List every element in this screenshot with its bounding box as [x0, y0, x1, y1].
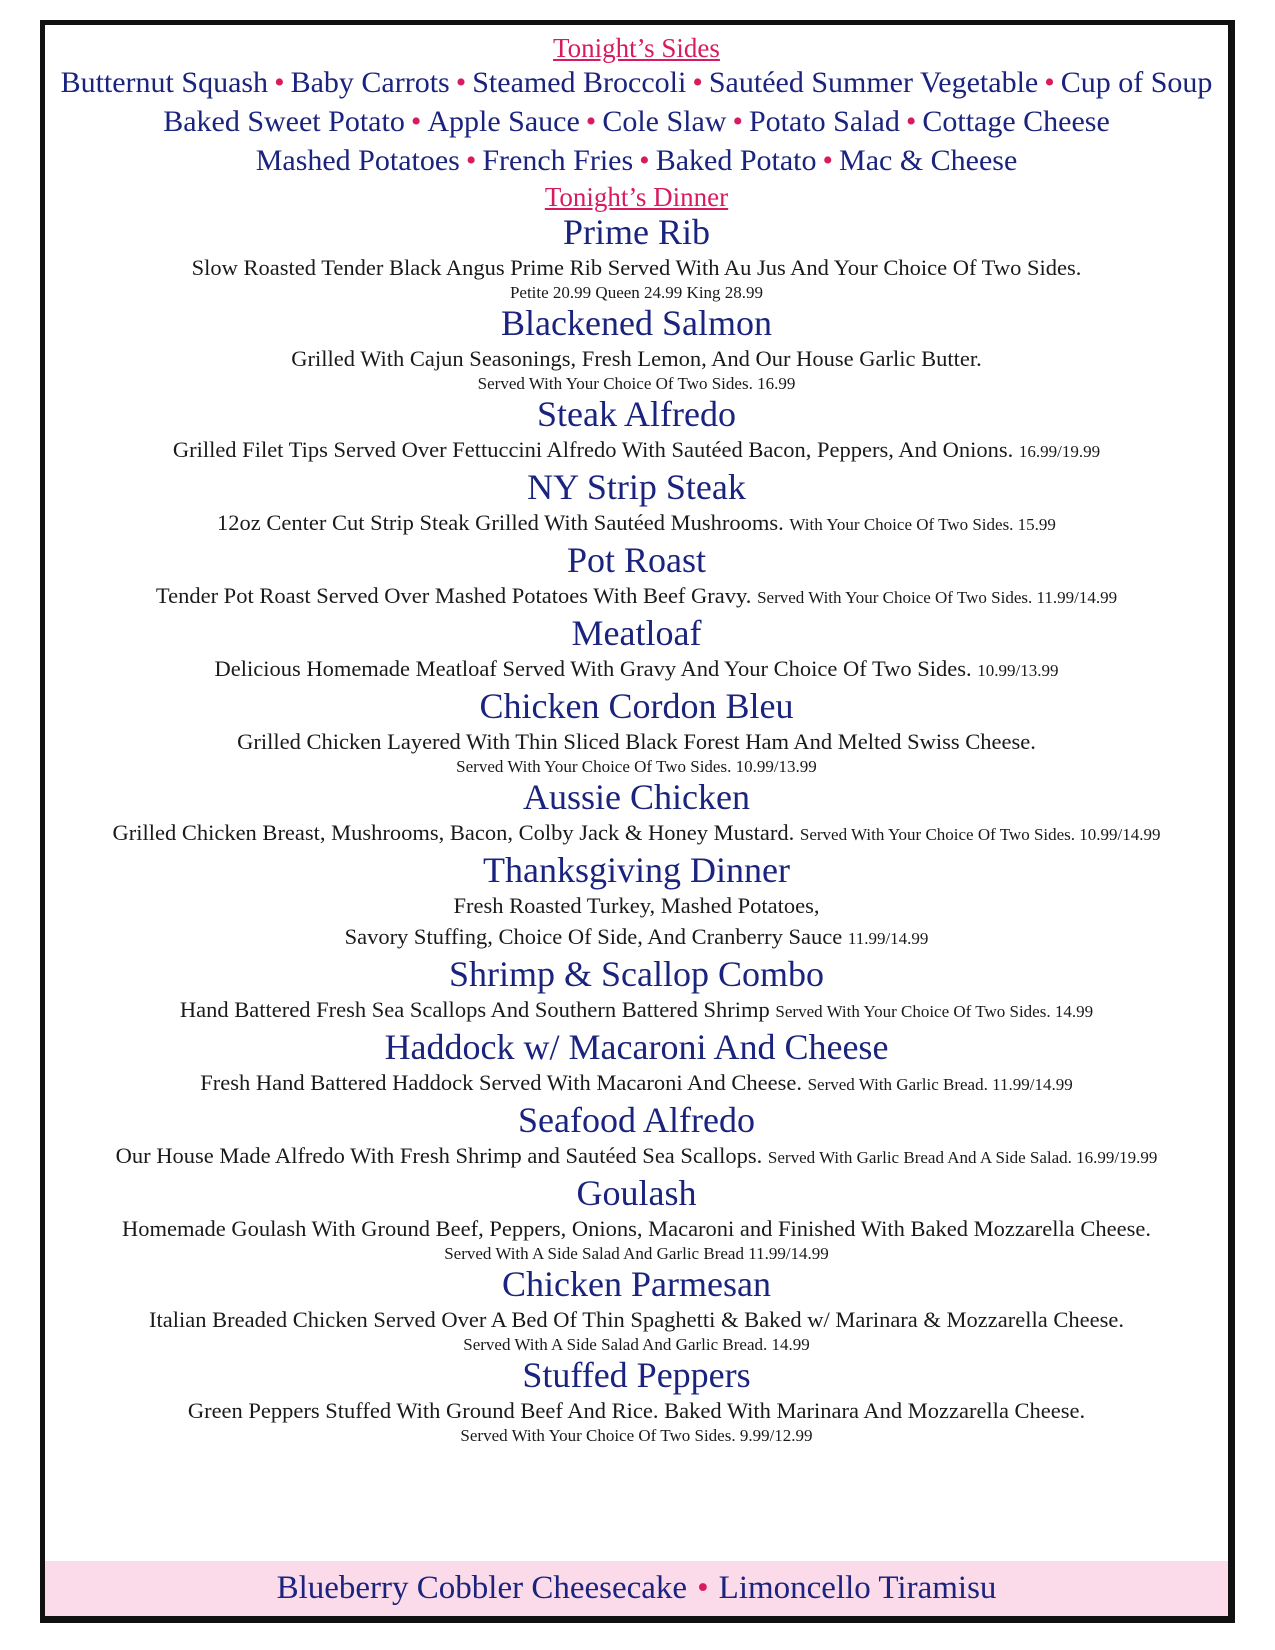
dish-description — [45, 817, 1228, 850]
dish-price-note: Served With Your Choice Of Two Sides. 11.99/14.99 — [757, 588, 1118, 607]
side-item: Cup of Soup — [1060, 66, 1213, 99]
dish-description-text: Our House Made Alfredo With Fresh Shrimp and Sautéed Sea Scallops. — [115, 1143, 763, 1168]
side-item: Baby Carrots — [290, 66, 450, 99]
dish-item — [45, 850, 1228, 954]
dish-price-line: Served With Your Choice Of Two Sides. 9.99/12.99 — [460, 1426, 813, 1445]
dish-description — [45, 507, 1228, 540]
dish-description-text: Grilled Chicken Breast, Mushrooms, Bacon, Colby Jack & Honey Mustard. — [112, 820, 795, 845]
dish-description-text: Delicious Homemade Meatloaf Served With Gravy And Your Choice Of Two Sides. — [214, 656, 972, 681]
bullet-separator: • — [822, 144, 834, 177]
dish-description — [45, 434, 1228, 467]
dish-description — [45, 1395, 1228, 1426]
dish-name: Stuffed Peppers — [522, 1355, 751, 1395]
dish-name: NY Strip Steak — [527, 467, 746, 507]
dish-item — [45, 686, 1228, 777]
bullet-separator: • — [410, 105, 422, 138]
dish-item — [45, 212, 1228, 303]
dessert-item: Limoncello Tiramisu — [718, 1570, 997, 1606]
dish-name: Chicken Parmesan — [502, 1264, 771, 1304]
dish-description — [45, 890, 1228, 921]
bullet-separator: • — [1044, 66, 1055, 99]
dish-description — [45, 726, 1228, 757]
dish-description-text: Hand Battered Fresh Sea Scallops And Southern Battered Shrimp — [179, 997, 770, 1022]
menu-frame — [40, 20, 1235, 1623]
dish-price-note: 11.99/14.99 — [847, 929, 929, 948]
dish-description-text: Fresh Hand Battered Haddock Served With Macaroni And Cheese. — [200, 1070, 802, 1095]
dish-name: Steak Alfredo — [537, 394, 736, 434]
dessert-bar — [45, 1561, 1228, 1616]
side-item: Sautéed Summer Vegetable — [708, 66, 1039, 99]
sides-line — [45, 63, 1228, 102]
dish-price-note: With Your Choice Of Two Sides. 15.99 — [789, 515, 1056, 534]
dish-name: Haddock w/ Macaroni And Cheese — [384, 1027, 889, 1067]
dish-item — [45, 540, 1228, 613]
bullet-separator: • — [639, 144, 650, 177]
side-item: Cottage Cheese — [922, 105, 1110, 138]
bullet-separator: • — [585, 105, 597, 138]
bullet-separator: • — [465, 144, 477, 177]
side-item: Cole Slaw — [602, 105, 727, 138]
dish-price-note: Served With Your Choice Of Two Sides. 10.99/14.99 — [799, 825, 1161, 844]
dish-description-text: Savory Stuffing, Choice Of Side, And Cranberry Sauce — [344, 924, 843, 949]
dish-price-line: Petite 20.99 Queen 24.99 King 28.99 — [509, 283, 764, 302]
dish-description — [45, 1213, 1228, 1244]
dish-description — [45, 252, 1228, 283]
side-item: Butternut Squash — [60, 66, 269, 99]
bullet-separator: • — [697, 1570, 709, 1606]
bullet-separator: • — [732, 105, 743, 138]
bullet-separator: • — [905, 105, 917, 138]
dish-price-line: Served With Your Choice Of Two Sides. 16.99 — [477, 374, 796, 393]
dinner-list — [45, 212, 1228, 1446]
dish-name: Blackened Salmon — [501, 303, 772, 343]
dish-description — [45, 343, 1228, 374]
dish-description-text: Green Peppers Stuffed With Ground Beef And Rice. Baked With Marinara And Mozzarella Cheese. — [187, 1398, 1086, 1423]
dish-description-text: Grilled With Cajun Seasonings, Fresh Lemon, And Our House Garlic Butter. — [291, 346, 982, 371]
dessert-item: Blueberry Cobbler Cheesecake — [276, 1570, 688, 1606]
dish-description-text: Tender Pot Roast Served Over Mashed Potatoes With Beef Gravy. — [155, 583, 752, 608]
dish-item — [45, 613, 1228, 686]
side-item: Mashed Potatoes — [255, 144, 460, 177]
bullet-separator: • — [692, 66, 703, 99]
dish-item — [45, 467, 1228, 540]
dish-item — [45, 1173, 1228, 1264]
dish-name: Prime Rib — [562, 212, 710, 252]
dish-name: Chicken Cordon Bleu — [479, 686, 794, 726]
dish-description — [45, 580, 1228, 613]
bullet-separator: • — [274, 66, 285, 99]
dish-description — [45, 994, 1228, 1027]
sides-line — [45, 141, 1228, 180]
dish-name: Shrimp & Scallop Combo — [448, 954, 824, 994]
dish-description — [45, 653, 1228, 686]
bullet-separator: • — [455, 66, 467, 99]
dish-item — [45, 954, 1228, 1027]
dish-description-text: Grilled Filet Tips Served Over Fettuccini Alfredo With Sautéed Bacon, Peppers, And Onions. — [172, 437, 1014, 462]
sides-line — [45, 102, 1228, 141]
dish-price-line: Served With Your Choice Of Two Sides. 10.99/13.99 — [456, 757, 817, 776]
dish-description-text: Italian Breaded Chicken Served Over A Bed Of Thin Spaghetti & Baked w/ Marinara & Mozzarella Cheese. — [149, 1307, 1124, 1332]
dish-item — [45, 1027, 1228, 1100]
dish-item — [45, 1355, 1228, 1446]
dish-item — [45, 394, 1228, 467]
menu-content — [45, 33, 1228, 1446]
dish-item — [45, 1264, 1228, 1355]
dish-description-text: Fresh Roasted Turkey, Mashed Potatoes, — [453, 893, 820, 918]
dinner-heading: Tonight’s Dinner — [544, 182, 729, 212]
side-item: Mac & Cheese — [839, 144, 1018, 177]
sides-heading: Tonight’s Sides — [553, 33, 720, 63]
side-item: Baked Potato — [655, 144, 817, 177]
dish-description-line2 — [45, 921, 1228, 954]
side-item: Apple Sauce — [427, 105, 580, 138]
dish-price-line: Served With A Side Salad And Garlic Bread 11.99/14.99 — [444, 1244, 829, 1263]
dish-name: Seafood Alfredo — [518, 1100, 755, 1140]
dish-description — [45, 1304, 1228, 1335]
dish-item — [45, 777, 1228, 850]
dish-price-line: Served With A Side Salad And Garlic Bread. 14.99 — [463, 1335, 810, 1354]
dish-price-note: Served With Your Choice Of Two Sides. 14.99 — [775, 1002, 1094, 1021]
dish-item — [45, 303, 1228, 394]
dish-name: Meatloaf — [571, 613, 702, 653]
dish-name: Thanksgiving Dinner — [483, 850, 790, 890]
dish-description-text: Grilled Chicken Layered With Thin Sliced Black Forest Ham And Melted Swiss Cheese. — [237, 729, 1036, 754]
dish-description-text: 12oz Center Cut Strip Steak Grilled With Sautéed Mushrooms. — [217, 510, 784, 535]
dish-description-text: Slow Roasted Tender Black Angus Prime Rib Served With Au Jus And Your Choice Of Two Sides. — [191, 255, 1082, 280]
dish-price-note: Served With Garlic Bread. 11.99/14.99 — [807, 1075, 1073, 1094]
dish-description — [45, 1140, 1228, 1173]
sides-list — [45, 63, 1228, 180]
dish-description — [45, 1067, 1228, 1100]
dish-price-note: 10.99/13.99 — [977, 661, 1059, 680]
dish-name: Pot Roast — [566, 540, 707, 580]
dish-description-text: Homemade Goulash With Ground Beef, Peppers, Onions, Macaroni and Finished With Baked Mozzarella Cheese. — [122, 1216, 1151, 1241]
dish-name: Aussie Chicken — [523, 777, 750, 817]
side-item: French Fries — [482, 144, 634, 177]
dish-name: Goulash — [576, 1173, 697, 1213]
side-item: Steamed Broccoli — [472, 66, 687, 99]
dish-item — [45, 1100, 1228, 1173]
side-item: Potato Salad — [749, 105, 900, 138]
dish-price-note: 16.99/19.99 — [1018, 442, 1101, 461]
dish-price-note: Served With Garlic Bread And A Side Salad. 16.99/19.99 — [767, 1148, 1158, 1167]
side-item: Baked Sweet Potato — [163, 105, 405, 138]
